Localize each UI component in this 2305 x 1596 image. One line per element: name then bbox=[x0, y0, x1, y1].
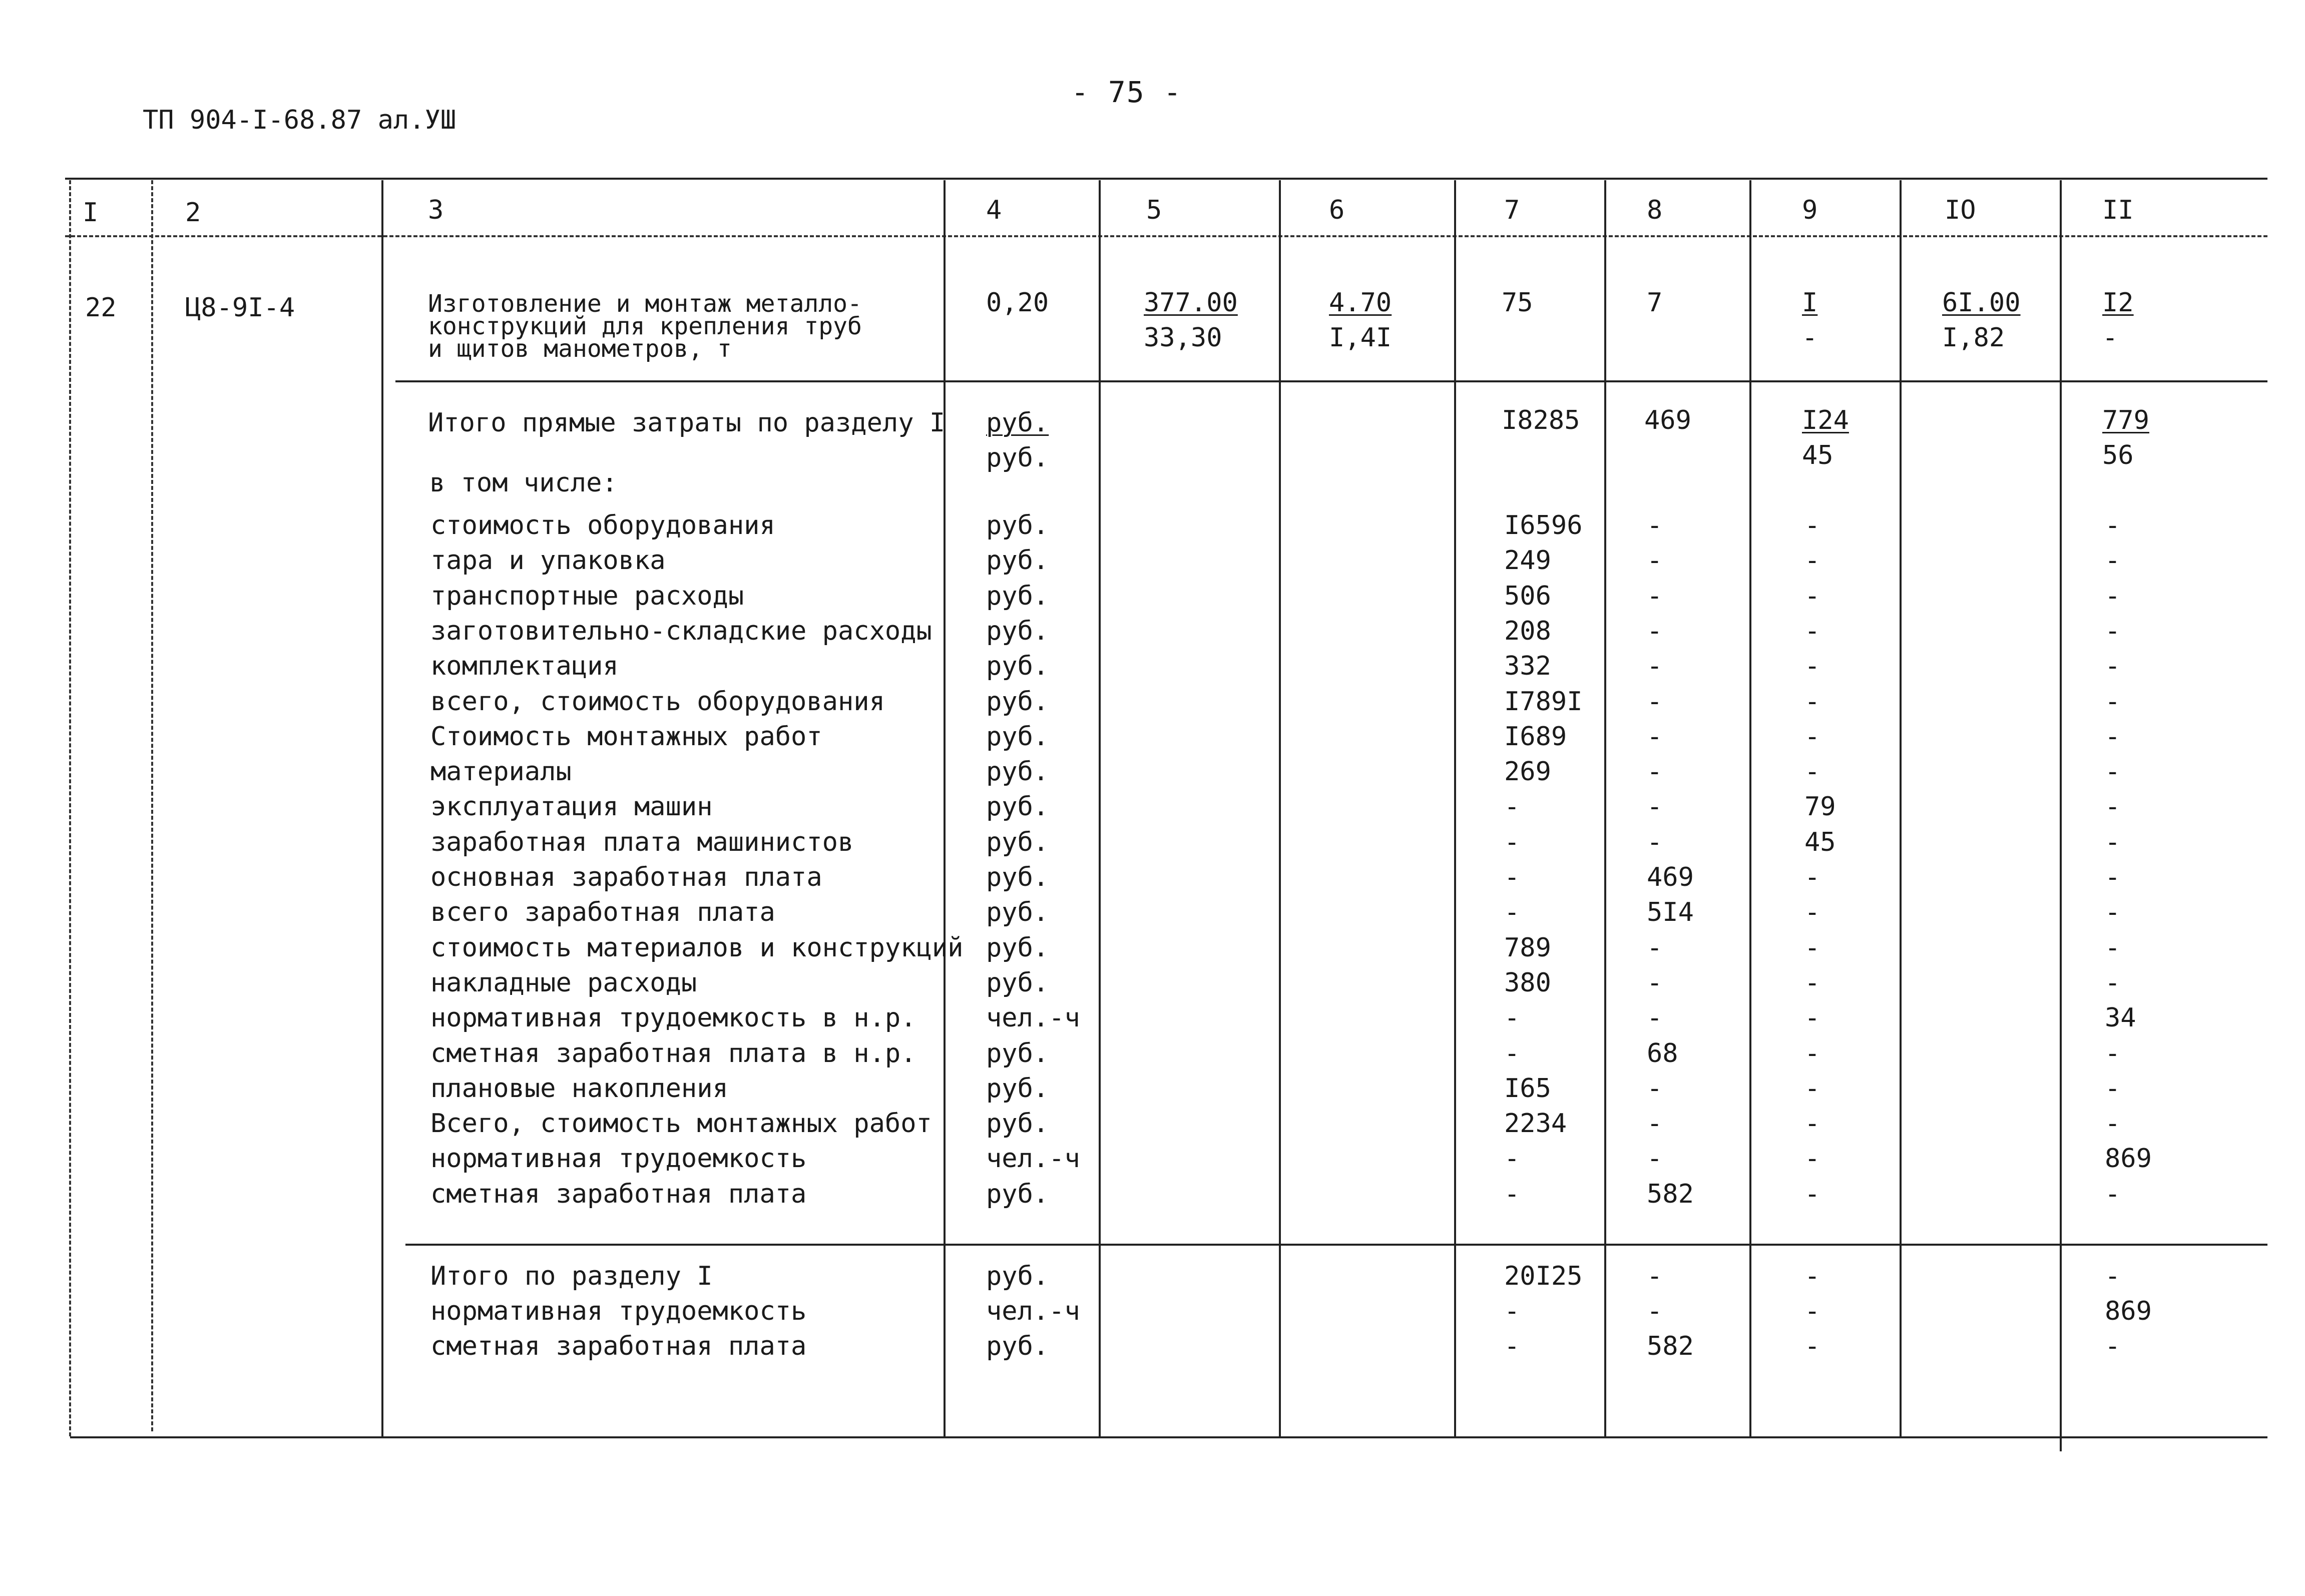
breakdown-row-14-label: нормативная трудоемкость в н.р. bbox=[430, 1003, 916, 1033]
item-col10-top: 6I.00 bbox=[1942, 288, 2021, 318]
breakdown-row-5-c9: - bbox=[1804, 686, 1820, 717]
breakdown-row-19-c7: - bbox=[1504, 1179, 1520, 1209]
breakdown-row-3-c8: - bbox=[1647, 616, 1663, 646]
breakdown-row-19-c9: - bbox=[1804, 1179, 1820, 1209]
breakdown-row-17-c9: - bbox=[1804, 1109, 1820, 1139]
column-header-6: 6 bbox=[1329, 195, 1345, 225]
breakdown-row-8-c8: - bbox=[1647, 792, 1663, 822]
breakdown-row-1-label: тара и упаковка bbox=[430, 546, 666, 576]
breakdown-row-0-c9: - bbox=[1804, 510, 1820, 541]
breakdown-row-17-c7: 2234 bbox=[1504, 1109, 1567, 1139]
breakdown-row-13-c8: - bbox=[1647, 967, 1663, 998]
breakdown-row-4-c11: - bbox=[2105, 651, 2121, 682]
breakdown-row-14-c11: 34 bbox=[2105, 1003, 2136, 1033]
section-total-row-2-c11: - bbox=[2105, 1331, 2121, 1361]
total-direct-col11-top: 779 bbox=[2102, 405, 2149, 435]
breakdown-row-5-c8: - bbox=[1647, 686, 1663, 717]
item-quantity: 0,20 bbox=[986, 288, 1049, 318]
breakdown-row-8-unit: руб. bbox=[986, 792, 1049, 822]
breakdown-row-5-unit: руб. bbox=[986, 686, 1049, 717]
breakdown-row-2-c8: - bbox=[1647, 581, 1663, 611]
column-header-4: 4 bbox=[986, 195, 1002, 225]
total-direct-unit-bottom: руб. bbox=[986, 443, 1049, 473]
breakdown-row-12-c9: - bbox=[1804, 932, 1820, 963]
breakdown-row-6-c8: - bbox=[1647, 721, 1663, 752]
breakdown-row-16-label: плановые накопления bbox=[430, 1073, 728, 1104]
breakdown-row-18-c11: 869 bbox=[2105, 1144, 2152, 1174]
breakdown-row-11-label: всего заработная плата bbox=[430, 897, 775, 928]
breakdown-row-6-c11: - bbox=[2105, 721, 2121, 752]
breakdown-row-15-c8: 68 bbox=[1647, 1038, 1678, 1069]
breakdown-row-1-unit: руб. bbox=[986, 546, 1049, 576]
section-total-row-2-c8: 582 bbox=[1647, 1331, 1694, 1361]
section-total-row-0-label: Итого по разделу I bbox=[430, 1261, 713, 1291]
breakdown-row-16-c9: - bbox=[1804, 1073, 1820, 1104]
breakdown-row-6-unit: руб. bbox=[986, 721, 1049, 752]
breakdown-row-18-c7: - bbox=[1504, 1144, 1520, 1174]
breakdown-row-11-c7: - bbox=[1504, 897, 1520, 928]
breakdown-row-15-unit: руб. bbox=[986, 1038, 1049, 1069]
section-total-row-2-c7: - bbox=[1504, 1331, 1520, 1361]
breakdown-row-9-c9: 45 bbox=[1804, 827, 1836, 857]
breakdown-row-13-label: накладные расходы bbox=[430, 967, 697, 998]
breakdown-row-12-c7: 789 bbox=[1504, 932, 1551, 963]
breakdown-row-15-c11: - bbox=[2105, 1038, 2121, 1069]
breakdown-row-4-c9: - bbox=[1804, 651, 1820, 682]
breakdown-row-0-c7: I6596 bbox=[1504, 510, 1583, 541]
column-header-8: 8 bbox=[1647, 195, 1663, 225]
breakdown-row-13-c9: - bbox=[1804, 967, 1820, 998]
breakdown-row-12-c8: - bbox=[1647, 932, 1663, 963]
breakdown-row-7-c7: 269 bbox=[1504, 757, 1551, 787]
breakdown-row-10-c7: - bbox=[1504, 862, 1520, 892]
header-bottom-rule bbox=[65, 235, 2267, 237]
breakdown-row-17-unit: руб. bbox=[986, 1109, 1049, 1139]
section-total-row-0-c11: - bbox=[2105, 1261, 2121, 1291]
breakdown-row-8-c7: - bbox=[1504, 792, 1520, 822]
breakdown-row-2-c9: - bbox=[1804, 581, 1820, 611]
breakdown-row-7-label: материалы bbox=[430, 757, 572, 787]
breakdown-row-17-c11: - bbox=[2105, 1109, 2121, 1139]
breakdown-row-9-c7: - bbox=[1504, 827, 1520, 857]
item-col11-top: I2 bbox=[2102, 288, 2134, 318]
item-bottom-rule bbox=[395, 380, 2267, 382]
breakdown-row-3-label: заготовительно-складские расходы bbox=[430, 616, 932, 646]
item-col9-top: I bbox=[1802, 288, 1818, 318]
breakdown-row-10-unit: руб. bbox=[986, 862, 1049, 892]
section-total-row-0-c7: 20I25 bbox=[1504, 1261, 1583, 1291]
breakdown-row-1-c9: - bbox=[1804, 546, 1820, 576]
item-col5-bottom: 33,30 bbox=[1144, 323, 1222, 353]
breakdown-row-4-c8: - bbox=[1647, 651, 1663, 682]
column-header-11: II bbox=[2102, 195, 2134, 225]
breakdown-row-7-c9: - bbox=[1804, 757, 1820, 787]
breakdown-row-19-unit: руб. bbox=[986, 1179, 1049, 1209]
section-total-row-1-c8: - bbox=[1647, 1296, 1663, 1326]
item-col11-bottom: - bbox=[2102, 323, 2118, 353]
section-total-row-1-unit: чел.-ч bbox=[986, 1296, 1080, 1326]
column-rule-4 bbox=[944, 180, 946, 1436]
breakdown-row-18-c9: - bbox=[1804, 1144, 1820, 1174]
section-total-row-2-c9: - bbox=[1804, 1331, 1820, 1361]
total-direct-label: Итого прямые затраты по разделу I bbox=[428, 408, 946, 438]
item-code: Ц8-9I-4 bbox=[185, 293, 295, 323]
breakdown-row-10-c11: - bbox=[2105, 862, 2121, 892]
column-header-10: IO bbox=[1945, 195, 1976, 225]
item-col5-top: 377.00 bbox=[1144, 288, 1238, 318]
breakdown-row-7-c11: - bbox=[2105, 757, 2121, 787]
breakdown-row-9-c11: - bbox=[2105, 827, 2121, 857]
breakdown-row-16-c8: - bbox=[1647, 1073, 1663, 1104]
breakdown-row-6-c9: - bbox=[1804, 721, 1820, 752]
breakdown-row-11-c8: 5I4 bbox=[1647, 897, 1694, 928]
total-direct-col9-top: I24 bbox=[1802, 405, 1849, 435]
column-rule-3 bbox=[381, 180, 383, 1436]
section-total-row-0-c8: - bbox=[1647, 1261, 1663, 1291]
column-header-7: 7 bbox=[1504, 195, 1520, 225]
breakdown-row-6-label: Стоимость монтажных работ bbox=[430, 721, 822, 752]
breakdown-row-11-c9: - bbox=[1804, 897, 1820, 928]
section-total-row-0-c9: - bbox=[1804, 1261, 1820, 1291]
item-number: 22 bbox=[85, 293, 117, 323]
total-direct-col8: 469 bbox=[1644, 405, 1691, 435]
breakdown-row-2-unit: руб. bbox=[986, 581, 1049, 611]
section-total-row-1-c9: - bbox=[1804, 1296, 1820, 1326]
breakdown-row-2-c7: 506 bbox=[1504, 581, 1551, 611]
table-bottom-rule bbox=[70, 1436, 2267, 1438]
column-header-5: 5 bbox=[1146, 195, 1162, 225]
breakdown-row-1-c7: 249 bbox=[1504, 546, 1551, 576]
total-direct-unit-top: руб. bbox=[986, 408, 1049, 438]
breakdown-row-14-c9: - bbox=[1804, 1003, 1820, 1033]
item-description-line-2: конструкций для крепления труб bbox=[428, 312, 862, 340]
breakdown-row-13-c11: - bbox=[2105, 967, 2121, 998]
breakdown-row-13-c7: 380 bbox=[1504, 967, 1551, 998]
item-description-line-3: и щитов манометров, т bbox=[428, 335, 732, 363]
column-rule-9 bbox=[1749, 180, 1751, 1436]
breakdown-row-17-c8: - bbox=[1647, 1109, 1663, 1139]
breakdown-row-3-c7: 208 bbox=[1504, 616, 1551, 646]
breakdown-row-11-unit: руб. bbox=[986, 897, 1049, 928]
breakdown-row-12-c11: - bbox=[2105, 932, 2121, 963]
column-rule-1 bbox=[69, 180, 71, 1436]
breakdown-row-2-label: транспортные расходы bbox=[430, 581, 744, 611]
breakdown-row-10-label: основная заработная плата bbox=[430, 862, 822, 892]
breakdown-row-14-unit: чел.-ч bbox=[986, 1003, 1080, 1033]
item-col9-bottom: - bbox=[1802, 323, 1818, 353]
breakdown-row-15-label: сметная заработная плата в н.р. bbox=[430, 1038, 916, 1069]
breakdown-row-16-c11: - bbox=[2105, 1073, 2121, 1104]
breakdown-row-10-c9: - bbox=[1804, 862, 1820, 892]
breakdown-row-4-unit: руб. bbox=[986, 651, 1049, 682]
column-header-2: 2 bbox=[185, 198, 201, 228]
breakdown-row-3-c11: - bbox=[2105, 616, 2121, 646]
breakdown-row-8-c11: - bbox=[2105, 792, 2121, 822]
breakdown-row-5-c11: - bbox=[2105, 686, 2121, 717]
breakdown-row-1-c11: - bbox=[2105, 546, 2121, 576]
breakdown-row-6-c7: I689 bbox=[1504, 721, 1567, 752]
breakdown-row-19-label: сметная заработная плата bbox=[430, 1179, 807, 1209]
column-header-9: 9 bbox=[1802, 195, 1818, 225]
column-rule-2 bbox=[151, 180, 153, 1431]
document-code: ТП 904-I-68.87 ал.УШ bbox=[143, 105, 456, 135]
section-total-row-1-c11: 869 bbox=[2105, 1296, 2152, 1326]
column-rule-7 bbox=[1454, 180, 1456, 1436]
including-label: в том числе: bbox=[429, 468, 618, 498]
total-direct-col7: I8285 bbox=[1502, 405, 1580, 435]
breakdown-row-5-label: всего, стоимость оборудования bbox=[430, 686, 885, 717]
breakdown-row-18-c8: - bbox=[1647, 1144, 1663, 1174]
section-total-row-2-label: сметная заработная плата bbox=[430, 1331, 807, 1361]
breakdown-row-4-c7: 332 bbox=[1504, 651, 1551, 682]
breakdown-row-14-c7: - bbox=[1504, 1003, 1520, 1033]
column-rule-8 bbox=[1604, 180, 1606, 1436]
breakdown-row-16-unit: руб. bbox=[986, 1073, 1049, 1104]
breakdown-row-8-c9: 79 bbox=[1804, 792, 1836, 822]
breakdown-row-18-unit: чел.-ч bbox=[986, 1144, 1080, 1174]
table-top-rule bbox=[65, 178, 2267, 180]
breakdown-row-19-c8: 582 bbox=[1647, 1179, 1694, 1209]
column-rule-6 bbox=[1279, 180, 1281, 1436]
breakdown-row-14-c8: - bbox=[1647, 1003, 1663, 1033]
breakdown-row-4-label: комплектация bbox=[430, 651, 619, 682]
breakdown-row-9-c8: - bbox=[1647, 827, 1663, 857]
breakdown-row-0-label: стоимость оборудования bbox=[430, 510, 775, 541]
breakdown-row-8-label: эксплуатация машин bbox=[430, 792, 713, 822]
breakdown-row-9-label: заработная плата машинистов bbox=[430, 827, 854, 857]
item-description-line-1: Изготовление и монтаж металло- bbox=[428, 290, 862, 318]
breakdown-row-9-unit: руб. bbox=[986, 827, 1049, 857]
breakdown-row-16-c7: I65 bbox=[1504, 1073, 1551, 1104]
section-total-row-2-unit: руб. bbox=[986, 1331, 1049, 1361]
breakdown-row-0-c8: - bbox=[1647, 510, 1663, 541]
breakdown-row-3-c9: - bbox=[1804, 616, 1820, 646]
section-total-row-1-label: нормативная трудоемкость bbox=[430, 1296, 807, 1326]
breakdown-row-15-c7: - bbox=[1504, 1038, 1520, 1069]
section-total-row-0-unit: руб. bbox=[986, 1261, 1049, 1291]
breakdown-row-0-unit: руб. bbox=[986, 510, 1049, 541]
subtotal-separator-rule bbox=[405, 1244, 2267, 1246]
breakdown-row-7-unit: руб. bbox=[986, 757, 1049, 787]
item-col6-bottom: I,4I bbox=[1329, 323, 1392, 353]
breakdown-row-19-c11: - bbox=[2105, 1179, 2121, 1209]
column-rule-11 bbox=[2060, 180, 2062, 1451]
item-col10-bottom: I,82 bbox=[1942, 323, 2005, 353]
breakdown-row-12-unit: руб. bbox=[986, 932, 1049, 963]
breakdown-row-1-c8: - bbox=[1647, 546, 1663, 576]
breakdown-row-12-label: стоимость материалов и конструкций bbox=[430, 932, 964, 963]
column-rule-5 bbox=[1099, 180, 1101, 1436]
total-direct-col11-bottom: 56 bbox=[2102, 440, 2134, 470]
column-rule-10 bbox=[1900, 180, 1902, 1436]
breakdown-row-10-c8: 469 bbox=[1647, 862, 1694, 892]
breakdown-row-18-label: нормативная трудоемкость bbox=[430, 1144, 807, 1174]
item-col7: 75 bbox=[1502, 288, 1533, 318]
breakdown-row-7-c8: - bbox=[1647, 757, 1663, 787]
breakdown-row-15-c9: - bbox=[1804, 1038, 1820, 1069]
section-total-row-1-c7: - bbox=[1504, 1296, 1520, 1326]
breakdown-row-11-c11: - bbox=[2105, 897, 2121, 928]
breakdown-row-3-unit: руб. bbox=[986, 616, 1049, 646]
breakdown-row-0-c11: - bbox=[2105, 510, 2121, 541]
breakdown-row-2-c11: - bbox=[2105, 581, 2121, 611]
total-direct-col9-bottom: 45 bbox=[1802, 440, 1833, 470]
breakdown-row-5-c7: I789I bbox=[1504, 686, 1583, 717]
item-col6-top: 4.70 bbox=[1329, 288, 1392, 318]
breakdown-row-13-unit: руб. bbox=[986, 967, 1049, 998]
breakdown-row-17-label: Всего, стоимость монтажных работ bbox=[430, 1109, 932, 1139]
column-header-1: I bbox=[83, 198, 99, 228]
item-col8: 7 bbox=[1647, 288, 1663, 318]
page-number: - 75 - bbox=[1071, 75, 1182, 109]
column-header-3: 3 bbox=[428, 195, 444, 225]
